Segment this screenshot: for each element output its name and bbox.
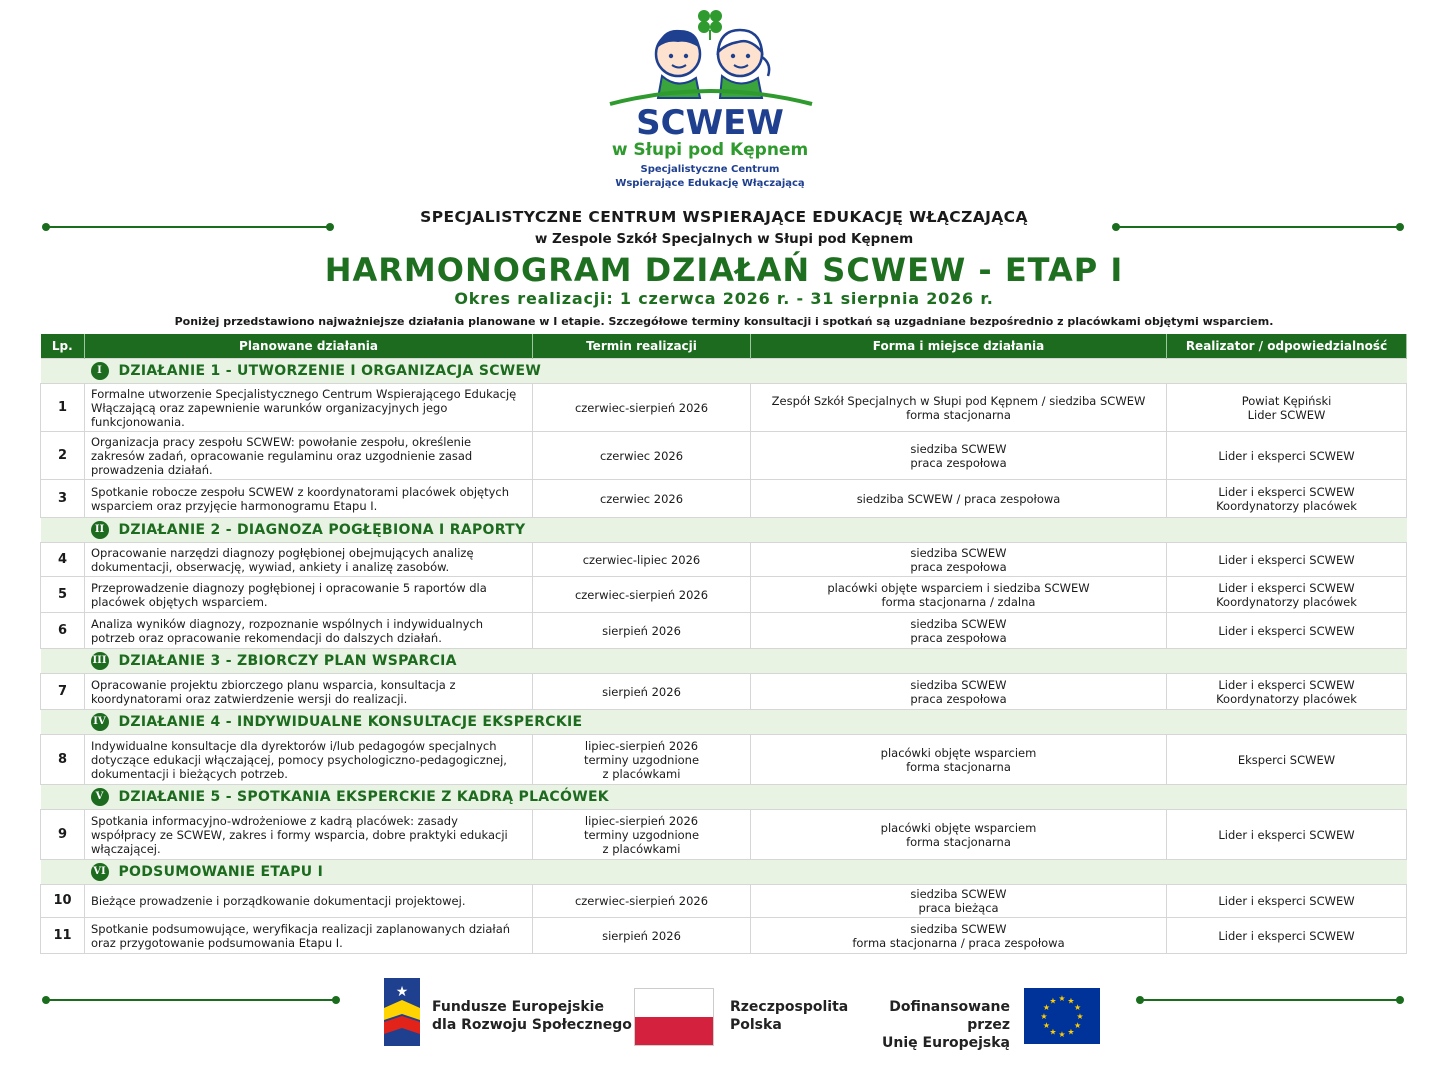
eu-caption-line1: Dofinansowane przez — [889, 999, 1010, 1033]
eu-flag — [1024, 988, 1100, 1044]
section-row — [41, 860, 1407, 885]
term: lipiec-sierpień 2026 terminy uzgodnione z placówkami — [533, 735, 751, 785]
logo-line2: Wspierające Edukację Włączającą — [615, 178, 805, 189]
boy-icon — [656, 30, 700, 98]
fe-caption-line1: Fundusze Europejskie — [432, 999, 604, 1015]
section-row — [41, 649, 1407, 674]
row-number: 4 — [41, 543, 85, 577]
section-number-badge: VI — [91, 863, 109, 881]
term: czerwiec-sierpień 2026 — [533, 384, 751, 432]
column-header-responsible: Realizator / odpowiedzialność — [1167, 334, 1407, 359]
column-header-term: Termin realizacji — [533, 334, 751, 359]
eu-star-icon: ★ — [1074, 1003, 1082, 1012]
footer-divider-right — [1140, 999, 1400, 1001]
table-row — [41, 577, 1407, 613]
row-number: 3 — [41, 480, 85, 518]
row-number: 5 — [41, 577, 85, 613]
eu-star-icon: ★ — [1042, 1021, 1050, 1030]
form-place: siedziba SCWEW praca zespołowa — [751, 674, 1167, 710]
eu-star-icon: ★ — [1042, 1003, 1050, 1012]
planned-action: Opracowanie narzędzi diagnozy pogłębionej obejmujących analizę dokumentacji, obserwację, wywiad, ankiety i analizę zasobów. — [85, 543, 533, 577]
form-place: placówki objęte wsparciem i siedziba SCWEW forma stacjonarna / zdalna — [751, 577, 1167, 613]
section-row — [41, 518, 1407, 543]
table-row — [41, 543, 1407, 577]
section-row — [41, 785, 1407, 810]
planned-action: Bieżące prowadzenie i porządkowanie dokumentacji projektowej. — [85, 885, 533, 918]
footer-divider-left — [46, 999, 336, 1001]
eu-star-icon: ★ — [1058, 994, 1066, 1003]
responsible: Eksperci SCWEW — [1167, 735, 1407, 785]
eu-star-icon: ★ — [1074, 1021, 1082, 1030]
row-number: 6 — [41, 613, 85, 649]
form-place: siedziba SCWEW praca zespołowa — [751, 543, 1167, 577]
section-title: DZIAŁANIE 2 - DIAGNOZA POGŁĘBIONA I RAPORTY — [118, 522, 526, 538]
planned-action: Opracowanie projektu zbiorczego planu wsparcia, konsultacja z koordynatorami oraz zatwierdzenie wersji do realizacji. — [85, 674, 533, 710]
eu-star-icon: ★ — [1040, 1012, 1048, 1021]
planned-action: Indywidualne konsultacje dla dyrektorów i/lub pedagogów specjalnych dotyczące edukacji włączającej, pomocy psychologiczno-pedagogicznej, dokumentacji i bieżących potrzeb. — [85, 735, 533, 785]
institution-name: SPECJALISTYCZNE CENTRUM WSPIERAJĄCE EDUKACJĘ WŁĄCZAJĄCĄ — [420, 208, 1028, 226]
eu-caption-line2: Unię Europejską — [882, 1035, 1010, 1051]
page-title: HARMONOGRAM DZIAŁAŃ SCWEW - ETAP I — [324, 251, 1124, 289]
eu-star-icon: ★ — [1058, 1030, 1066, 1039]
term: sierpień 2026 — [533, 674, 751, 710]
eu-star-icon: ★ — [1076, 1012, 1084, 1021]
section-title: DZIAŁANIE 5 - SPOTKANIA EKSPERCKIE Z KADRĄ PLACÓWEK — [118, 789, 609, 805]
term: sierpień 2026 — [533, 613, 751, 649]
eu-star-icon: ★ — [1049, 996, 1057, 1006]
scwew-logo — [600, 2, 820, 192]
pl-caption — [730, 998, 848, 1034]
schedule-table — [40, 334, 1407, 954]
table-row — [41, 480, 1407, 518]
pl-caption-line1: Rzeczpospolita — [730, 999, 849, 1015]
girl-icon — [718, 30, 769, 98]
table-row — [41, 735, 1407, 785]
term: lipiec-sierpień 2026 terminy uzgodnione z placówkami — [533, 810, 751, 860]
svg-text:★: ★ — [395, 984, 409, 1000]
section-title: DZIAŁANIE 3 - ZBIORCZY PLAN WSPARCIA — [118, 653, 457, 669]
table-row — [41, 613, 1407, 649]
period: Okres realizacji: 1 czerwca 2026 r. - 31 sierpnia 2026 r. — [454, 289, 994, 308]
table-row — [41, 810, 1407, 860]
fe-caption-line2: dla Rozwoju Społecznego — [432, 1017, 632, 1033]
row-number: 10 — [41, 885, 85, 918]
responsible: Lider i eksperci SCWEW Koordynatorzy placówek — [1167, 674, 1407, 710]
section-number-badge: II — [91, 521, 109, 539]
section-row — [41, 359, 1407, 384]
form-place: siedziba SCWEW praca bieżąca — [751, 885, 1167, 918]
section-number-badge: IV — [91, 713, 109, 731]
fe-caption — [432, 998, 632, 1034]
planned-action: Organizacja pracy zespołu SCWEW: powołanie zespołu, określenie zakresów zadań, opracowanie regulaminu oraz uzgodnienie zasad prowadzenia działań. — [85, 432, 533, 480]
responsible: Lider i eksperci SCWEW — [1167, 885, 1407, 918]
table-row — [41, 918, 1407, 954]
section-number-badge: I — [91, 362, 109, 380]
term: czerwiec 2026 — [533, 480, 751, 518]
term: czerwiec-lipiec 2026 — [533, 543, 751, 577]
polish-flag — [634, 988, 714, 1046]
responsible: Lider i eksperci SCWEW — [1167, 810, 1407, 860]
form-place: siedziba SCWEW praca zespołowa — [751, 613, 1167, 649]
responsible: Lider i eksperci SCWEW — [1167, 918, 1407, 954]
planned-action: Analiza wyników diagnozy, rozpoznanie wspólnych i indywidualnych potrzeb oraz opracowanie rekomendacji do dalszych działań. — [85, 613, 533, 649]
clover-icon — [698, 10, 722, 40]
table-header-row — [41, 334, 1407, 359]
responsible: Lider i eksperci SCWEW Koordynatorzy placówek — [1167, 577, 1407, 613]
responsible: Lider i eksperci SCWEW — [1167, 613, 1407, 649]
term: czerwiec-sierpień 2026 — [533, 577, 751, 613]
planned-action: Spotkania informacyjno-wdrożeniowe z kadrą placówek: zasady współpracy ze SCWEW, zakres i formy wsparcia, dobre praktyki edukacji włączającej. — [85, 810, 533, 860]
logo-place: w Słupi pod Kępnem — [611, 140, 809, 160]
table-row — [41, 674, 1407, 710]
row-number: 1 — [41, 384, 85, 432]
eu-caption — [870, 998, 1010, 1052]
row-number: 9 — [41, 810, 85, 860]
fundusze-europejskie-logo — [384, 978, 424, 1048]
institution-subtitle: w Zespole Szkół Specjalnych w Słupi pod Kępnem — [534, 231, 914, 247]
logo-line1: Specjalistyczne Centrum — [640, 164, 780, 175]
eu-star-icon: ★ — [1049, 1027, 1057, 1037]
table-row — [41, 432, 1407, 480]
planned-action: Spotkanie robocze zespołu SCWEW z koordynatorami placówek objętych wsparciem oraz przyjęcie harmonogramu Etapu I. — [85, 480, 533, 518]
term: czerwiec-sierpień 2026 — [533, 885, 751, 918]
row-number: 2 — [41, 432, 85, 480]
section-number-badge: V — [91, 788, 109, 806]
form-place: placówki objęte wsparciem forma stacjonarna — [751, 735, 1167, 785]
term: czerwiec 2026 — [533, 432, 751, 480]
form-place: siedziba SCWEW praca zespołowa — [751, 432, 1167, 480]
section-row — [41, 710, 1407, 735]
term: sierpień 2026 — [533, 918, 751, 954]
row-number: 11 — [41, 918, 85, 954]
table-row — [41, 384, 1407, 432]
responsible: Lider i eksperci SCWEW — [1167, 543, 1407, 577]
form-place: Zespół Szkół Specjalnych w Słupi pod Kępnem / siedziba SCWEW forma stacjonarna — [751, 384, 1167, 432]
section-number-badge: III — [91, 652, 109, 670]
pl-caption-line2: Polska — [730, 1017, 782, 1033]
responsible: Lider i eksperci SCWEW — [1167, 432, 1407, 480]
logo-name: SCWEW — [636, 103, 784, 143]
planned-action: Formalne utworzenie Specjalistycznego Centrum Wspierającego Edukację Włączającą oraz zapewnienie warunków organizacyjnych jego funkcjonowania. — [85, 384, 533, 432]
planned-action: Przeprowadzenie diagnozy pogłębionej i opracowanie 5 raportów dla placówek objętych wsparciem. — [85, 577, 533, 613]
responsible: Lider i eksperci SCWEW Koordynatorzy placówek — [1167, 480, 1407, 518]
table-row — [41, 885, 1407, 918]
form-place: siedziba SCWEW forma stacjonarna / praca zespołowa — [751, 918, 1167, 954]
row-number: 7 — [41, 674, 85, 710]
column-header-lp: Lp. — [41, 334, 85, 359]
section-title: PODSUMOWANIE ETAPU I — [118, 864, 324, 880]
form-place: placówki objęte wsparciem forma stacjonarna — [751, 810, 1167, 860]
section-title: DZIAŁANIE 1 - UTWORZENIE I ORGANIZACJA SCWEW — [118, 363, 542, 379]
planned-action: Spotkanie podsumowujące, weryfikacja realizacji zaplanowanych działań oraz przygotowanie podsumowania Etapu I. — [85, 918, 533, 954]
row-number: 8 — [41, 735, 85, 785]
header-divider-left — [46, 226, 330, 228]
eu-star-icon: ★ — [1067, 1027, 1075, 1037]
responsible: Powiat Kępiński Lider SCWEW — [1167, 384, 1407, 432]
intro-text: Poniżej przedstawiono najważniejsze działania planowane w I etapie. Szczegółowe terminy konsultacji i spotkań są uzgadniane bezpośrednio z placówkami objętymi wsparciem. — [174, 315, 1274, 328]
eu-star-icon: ★ — [1067, 996, 1075, 1006]
section-title: DZIAŁANIE 4 - INDYWIDUALNE KONSULTACJE EKSPERCKIE — [118, 714, 583, 730]
column-header-action: Planowane działania — [85, 334, 533, 359]
header-divider-right — [1116, 226, 1400, 228]
form-place: siedziba SCWEW / praca zespołowa — [751, 480, 1167, 518]
column-header-form: Forma i miejsce działania — [751, 334, 1167, 359]
